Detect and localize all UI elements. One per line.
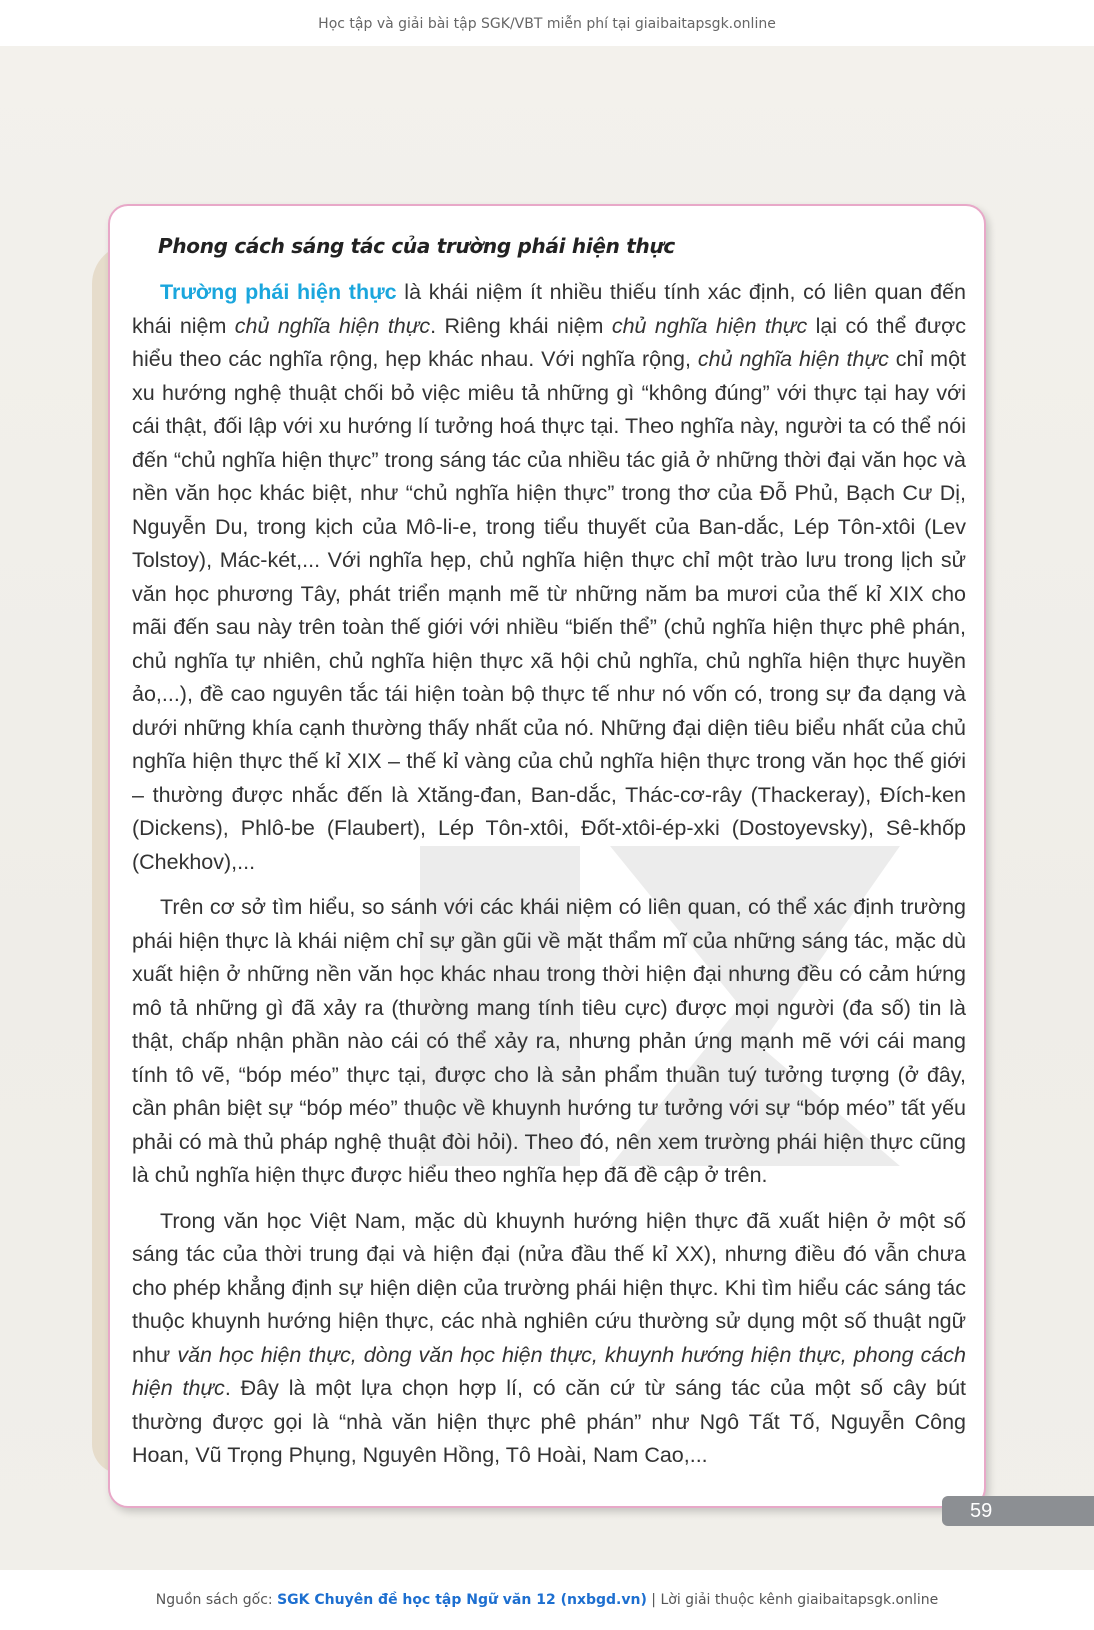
p3-text-b: . Đây là một lựa chọn hợp lí, có căn cứ từ sáng tác của một số cây bút thường được gọi là “nhà văn hiện thực phê phán” như Ngô Tất Tố, Nguyễn Công Hoan, Vũ Trọng Phụng, Nguyên Hồng, Tô Hoài, Nam Cao,... [132, 1376, 967, 1467]
p1-text-d: chỉ một xu hướng nghệ thuật chối bỏ việc miêu tả những gì “không đúng” với thực tại hay với cái thật, đối lập với xu hướng lí tưởng hoá thực tại. Theo nghĩa này, người ta có thể nói đến “chủ nghĩa hiện thực” trong sáng tác của nhiều tác giả ở những thời đại văn học và nền văn học khác biệt, như “chủ nghĩa hiện thực” trong thơ của Đỗ Phủ, Bạch Cư Dị, Nguyễn Du, trong kịch của Mô-li-e, trong tiểu thuyết của Ban-dắc, Lép Tôn-xtôi (Lev Tolstoy), Mác-két,... Với nghĩa hẹp, chủ nghĩa hiện thực chỉ một trào lưu trong lịch sử văn học phương Tây, phát triển mạnh mẽ từ những năm ba mươi của thế kỉ XIX cho mãi đến sau này trên toàn thế giới với nhiều “biến thể” (chủ nghĩa hiện thực phê phán, chủ nghĩa tự nhiên, chủ nghĩa hiện thực xã hội chủ nghĩa, chủ nghĩa hiện thực huyền ảo,...), đề cao nguyên tắc tái hiện toàn bộ thực tế như nó vốn có, trong sự đa dạng và dưới những khía cạnh thường thấy nhất của nó. Những đại diện tiêu biểu nhất của chủ nghĩa hiện thực thế kỉ XIX – thế kỉ vàng của chủ nghĩa hiện thực trong văn học thế giới – thường được nhắc đến là Xtăng-đan, Ban-dắc, Thác-cơ-rây (Thackeray), Đích-ken (Dickens), Phlô-be (Flaubert), Lép Tôn-xtôi, Đốt-xtôi-ép-xki (Dostoyevsky), Sê-khốp (Chekhov),... [132, 347, 967, 874]
p1-text-a: là khái niệm ít nhiều thiếu tính xác định, có liên quan đến khái niệm [132, 280, 966, 338]
page-number-tab [942, 1496, 1094, 1526]
article-body [132, 276, 966, 1485]
footer-suffix: | Lời giải thuộc kênh giaibaitapsgk.online [646, 1592, 939, 1608]
p3-text-a: Trong văn học Việt Nam, mặc dù khuynh hướng hiện thực đã xuất hiện ở một số sáng tác của thời trung đại và hiện đại (nửa đầu thế kỉ XX), nhưng điều đó vẫn chưa cho phép khẳng định sự hiện diện của trường phái hiện thực. Khi tìm hiểu các sáng tác thuộc khuynh hướng hiện thực, các nhà nghiên cứu thường sử dụng một số thuật ngữ như [132, 1208, 966, 1367]
site-header [0, 0, 1094, 46]
p1-text-b: . Riêng khái niệm [430, 313, 612, 338]
page-number: 59 [970, 1500, 993, 1522]
section-title: Phong cách sáng tác của trường phái hiện thực [158, 234, 675, 258]
content-card [108, 204, 986, 1508]
paragraph-3 [132, 1205, 966, 1473]
book-page [0, 46, 1094, 1570]
footer-prefix: Nguồn sách gốc: [155, 1592, 278, 1608]
p1-italic-3: chủ nghĩa hiện thực [697, 347, 889, 371]
site-header-text: Học tập và giải bài tập SGK/VBT miễn phí tại giaibaitapsgk.online [318, 16, 776, 32]
p1-italic-2: chủ nghĩa hiện thực [611, 313, 808, 338]
p1-text-c: lại có thể được hiểu theo các nghĩa rộng, hẹp khác nhau. Với nghĩa rộng, [132, 313, 966, 371]
site-footer [0, 1570, 1094, 1626]
paragraph-2: Trên cơ sở tìm hiểu, so sánh với các khái niệm có liên quan, có thể xác định trường phái hiện thực là khái niệm chỉ sự gần gũi về mặt thẩm mĩ của những sáng tác, mặc dù xuất hiện ở những nền văn học khác nhau trong thời hiện đại nhưng đều có cảm hứng mô tả những gì đã xảy ra (thường mang tính tiêu cực) được mọi người (đa số) tin là thật, chấp nhận phần nào cái có thể xảy ra, nhưng phản ứng mạnh mẽ với cái mang tính tô vẽ, “bóp méo” thực tại, được cho là sản phẩm thuần tuý tưởng tượng (ở đây, cần phân biệt sự “bóp méo” thuộc về khuynh hướng tư tưởng với sự “bóp méo” tất yếu phải có mà thủ pháp nghệ thuật đòi hỏi). Theo đó, nên xem trường phái hiện thực cũng là chủ nghĩa hiện thực được hiểu theo nghĩa hẹp đã đề cập ở trên. [132, 895, 966, 1187]
p3-italic: văn học hiện thực, dòng văn học hiện thực, khuynh hướng hiện thực, phong cách hiện thực [132, 1342, 966, 1400]
p1-italic-1: chủ nghĩa hiện thực [234, 313, 431, 338]
highlight-term: Trường phái hiện thực [160, 280, 397, 304]
footer-source-link[interactable]: SGK Chuyên đề học tập Ngữ văn 12 (nxbgd.vn) [277, 1592, 647, 1608]
paragraph-1 [132, 276, 966, 879]
